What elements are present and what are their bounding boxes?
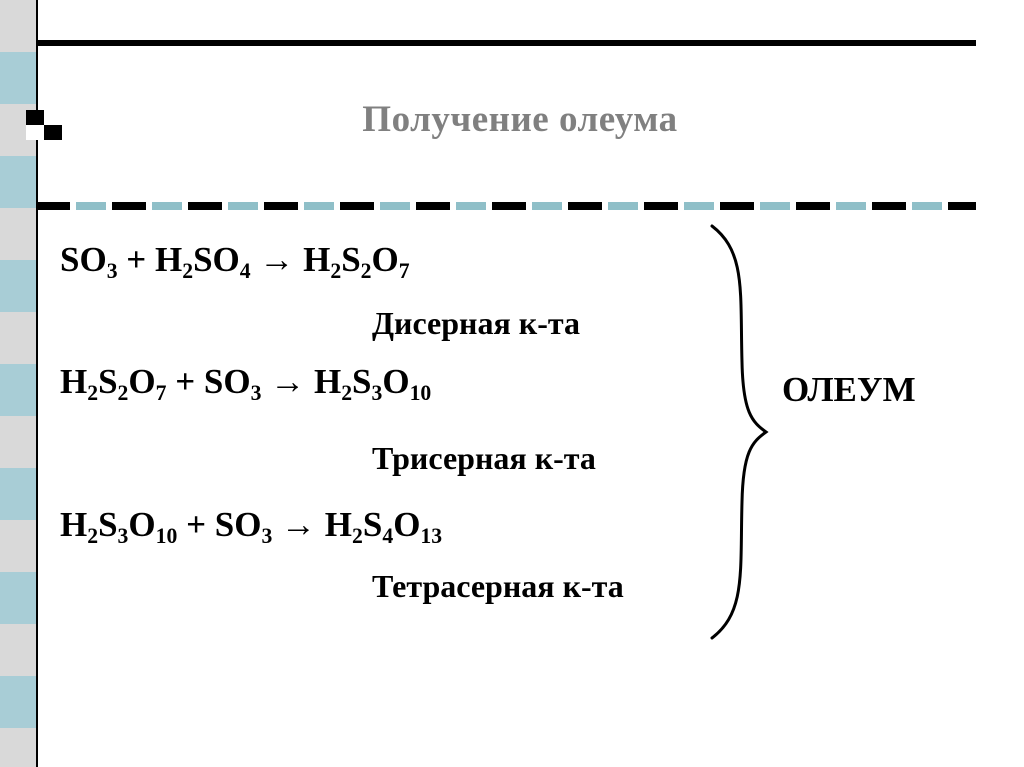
equation-2: $H_2S_2O_7 + SO_3 \to H_2S_3O_{10}$ [60, 362, 432, 405]
equation-3: $H_2S_3O_{10} + SO_3 \to H_2S_4O_{13}$ [60, 505, 443, 548]
caption-2: Трисерная к-та [372, 440, 596, 476]
right-curly-brace [700, 222, 780, 642]
page-title: Получение олеума [362, 99, 678, 140]
equation-1: $SO_3 + H_2SO_4 \to H_2S_2O_7$ [60, 240, 410, 283]
oleum-label: ОЛЕУМ [782, 370, 916, 409]
caption-1: Дисерная к-та [372, 305, 580, 341]
caption-3: Тетрасерная к-та [372, 568, 624, 604]
